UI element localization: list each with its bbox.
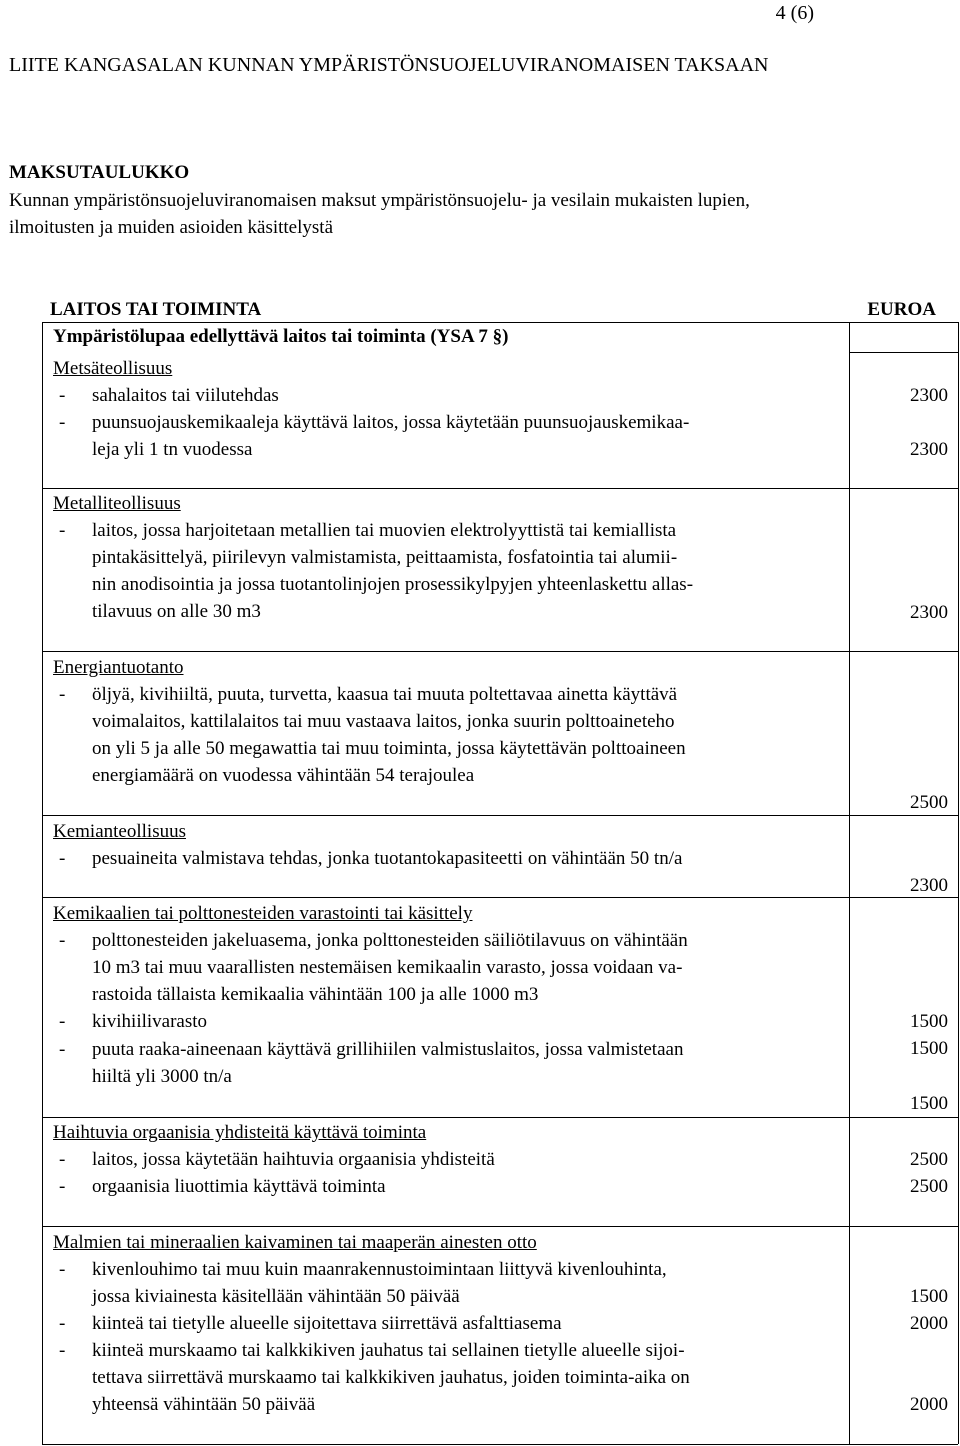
item-dash: - <box>59 1149 66 1170</box>
section-divider <box>42 1117 958 1118</box>
item-text: orgaanisia liuottimia käyttävä toiminta <box>92 1176 386 1197</box>
page-number: 4 (6) <box>775 2 814 24</box>
subtitle-line-2: ilmoitusten ja muiden asioiden käsittelystä <box>9 217 334 238</box>
item-text: laitos, jossa harjoitetaan metallien tai muovien elektrolyyttistä tai kemiallista <box>92 520 677 541</box>
item-text: on yli 5 ja alle 50 megawattia tai muu toiminta, jossa käytettävän polttoaineen <box>92 738 686 759</box>
table-bottom-border <box>42 1444 958 1445</box>
section-divider <box>42 488 958 489</box>
item-text: leja yli 1 tn vuodessa <box>92 439 253 460</box>
item-text: energiamäärä on vuodessa vähintään 54 terajoulea <box>92 765 475 786</box>
section-divider <box>42 1226 958 1227</box>
table-right-border <box>958 322 959 1444</box>
fee-value: 2500 <box>910 792 948 813</box>
category-heading: Kemikaalien tai polttonesteiden varastointi tai käsittely <box>53 903 473 924</box>
item-text: yhteensä vähintään 50 päivää <box>92 1394 316 1415</box>
subtitle-line-1: Kunnan ympäristönsuojeluviranomaisen maksut ympäristönsuojelu- ja vesilain mukaisten lupien, <box>9 190 750 211</box>
item-text: tilavuus on alle 30 m3 <box>92 601 261 622</box>
item-dash: - <box>59 1039 66 1060</box>
item-dash: - <box>59 1176 66 1197</box>
fee-value: 1500 <box>910 1286 948 1307</box>
fee-value: 2300 <box>910 439 948 460</box>
item-text: pesuaineita valmistava tehdas, jonka tuotantokapasiteetti on vähintään 50 tn/a <box>92 848 683 869</box>
activity-column-header: LAITOS TAI TOIMINTA <box>50 299 262 320</box>
section-divider <box>42 897 958 898</box>
fee-value: 2300 <box>910 385 948 406</box>
fee-value: 2000 <box>910 1394 948 1415</box>
item-dash: - <box>59 1340 66 1361</box>
item-text: laitos, jossa käytetään haihtuvia orgaanisia yhdisteitä <box>92 1149 495 1170</box>
item-dash: - <box>59 412 66 433</box>
fee-value: 2300 <box>910 602 948 623</box>
item-dash: - <box>59 1011 66 1032</box>
euro-column-header: EUROA <box>867 299 936 320</box>
item-text: tettava siirrettävä murskaamo tai kalkkikiven jauhatus, joiden toiminta-aika on <box>92 1367 690 1388</box>
item-dash: - <box>59 848 66 869</box>
fee-value: 1500 <box>910 1011 948 1032</box>
item-text: nin anodisointia ja jossa tuotantolinjojen prosessikylpyjen yhteenlaskettu allas- <box>92 574 694 595</box>
item-text: öljyä, kivihiiltä, puuta, turvetta, kaasua tai muuta poltettavaa ainetta käyttävä <box>92 684 678 705</box>
item-dash: - <box>59 520 66 541</box>
item-dash: - <box>59 1313 66 1334</box>
fee-value: 1500 <box>910 1093 948 1114</box>
item-text: pintakäsittelyä, piirilevyn valmistamista, peittaamista, fosfatointia tai alumii- <box>92 547 678 568</box>
item-text: sahalaitos tai viilutehdas <box>92 385 279 406</box>
table-title: MAKSUTAULUKKO <box>9 162 190 183</box>
attachment-title: LIITE KANGASALAN KUNNAN YMPÄRISTÖNSUOJELUVIRANOMAISEN TAKSAAN <box>9 54 769 76</box>
item-text: kivenlouhimo tai muu kuin maanrakennustoimintaan liittyvä kivenlouhinta, <box>92 1259 667 1280</box>
item-dash: - <box>59 385 66 406</box>
item-text: voimalaitos, kattilalaitos tai muu vastaava laitos, jonka suurin polttoaineteho <box>92 711 675 732</box>
item-text: puuta raaka-aineenaan käyttävä grillihiilen valmistuslaitos, jossa valmistetaan <box>92 1039 684 1060</box>
fee-value: 2500 <box>910 1176 948 1197</box>
item-text: polttonesteiden jakeluasema, jonka polttonesteiden säiliötilavuus on vähintään <box>92 930 688 951</box>
category-heading: Metalliteollisuus <box>53 493 181 514</box>
item-text: puunsuojauskemikaaleja käyttävä laitos, jossa käytetään puunsuojauskemikaa- <box>92 412 690 433</box>
fee-value: 1500 <box>910 1038 948 1059</box>
euro-header-rule <box>849 352 958 353</box>
category-heading: Energiantuotanto <box>53 657 184 678</box>
section-divider <box>42 815 958 816</box>
item-dash: - <box>59 930 66 951</box>
item-dash: - <box>59 1259 66 1280</box>
category-heading: Kemianteollisuus <box>53 821 186 842</box>
category-heading: Malmien tai mineraalien kaivaminen tai maaperän ainesten otto <box>53 1232 537 1253</box>
item-dash: - <box>59 684 66 705</box>
section-divider <box>42 651 958 652</box>
table-left-border <box>42 322 43 1444</box>
item-text: kiinteä murskaamo tai kalkkikiven jauhatus tai sellainen tietylle alueelle sijoi- <box>92 1340 685 1361</box>
category-heading: Metsäteollisuus <box>53 358 173 379</box>
column-divider <box>849 322 850 1444</box>
item-text: kivihiilivarasto <box>92 1011 208 1032</box>
item-text: hiiltä yli 3000 tn/a <box>92 1066 232 1087</box>
item-text: 10 m3 tai muu vaarallisten nestemäisen kemikaalin varasto, jossa voidaan va- <box>92 957 683 978</box>
item-text: kiinteä tai tietylle alueelle sijoitettava siirrettävä asfalttiasema <box>92 1313 562 1334</box>
category-heading: Haihtuvia orgaanisia yhdisteitä käyttävä toiminta <box>53 1122 427 1143</box>
item-text: rastoida tällaista kemikaalia vähintään 100 ja alle 1000 m3 <box>92 984 539 1005</box>
fee-value: 2300 <box>910 875 948 896</box>
permit-heading: Ympäristölupaa edellyttävä laitos tai toiminta (YSA 7 §) <box>53 326 509 347</box>
item-text: jossa kiviainesta käsitellään vähintään 50 päivää <box>92 1286 460 1307</box>
fee-value: 2500 <box>910 1149 948 1170</box>
fee-value: 2000 <box>910 1313 948 1334</box>
